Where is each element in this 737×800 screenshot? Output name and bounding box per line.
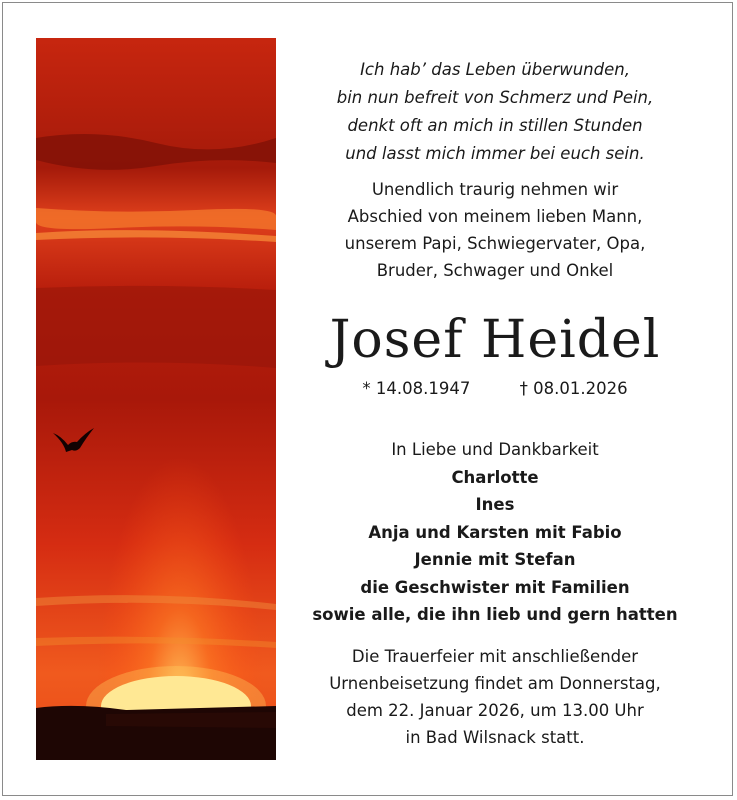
intro-text (285, 176, 705, 284)
intro-line: Unendlich traurig nehmen wir (371, 180, 619, 199)
life-dates (285, 376, 705, 402)
mourner-name: Jennie mit Stefan (414, 550, 576, 569)
mourner-name: Anja und Karsten mit Fabio (368, 522, 622, 542)
poem (285, 56, 705, 168)
mourner-name: Ines (475, 495, 515, 514)
deceased-name: Josef Heidel (329, 310, 661, 370)
funeral-line: in Bad Wilsnack statt. (405, 728, 585, 747)
intro-line: Abschied von meinem lieben Mann, (347, 207, 643, 226)
death-date: † 08.01.2026 (519, 379, 628, 398)
mourner-name: Charlotte (451, 467, 539, 487)
mourners-lead: In Liebe und Dankbarkeit (391, 440, 599, 459)
mourners (285, 436, 705, 629)
poem-line: bin nun befreit von Schmerz und Pein, (336, 88, 654, 107)
sunset-image (36, 38, 276, 760)
funeral-line: Die Trauerfeier mit anschließender (351, 647, 639, 666)
intro-line: unserem Papi, Schwiegervater, Opa, (344, 234, 646, 253)
funeral-info (285, 643, 705, 751)
intro-line: Bruder, Schwager und Onkel (376, 261, 614, 280)
poem-line: und lasst mich immer bei euch sein. (345, 144, 645, 163)
poem-line: denkt oft an mich in stillen Stunden (347, 116, 643, 135)
funeral-line: dem 22. Januar 2026, um 13.00 Uhr (346, 701, 644, 720)
funeral-line: Urnenbeisetzung findet am Donnerstag, (329, 674, 661, 693)
mourner-name: die Geschwister mit Familien (360, 577, 630, 597)
birth-date: * 14.08.1947 (362, 379, 471, 398)
sunset-photo (36, 38, 276, 760)
mourner-name: sowie alle, die ihn lieb und gern hatten (312, 605, 678, 624)
poem-line: Ich hab’ das Leben überwunden, (360, 60, 630, 79)
